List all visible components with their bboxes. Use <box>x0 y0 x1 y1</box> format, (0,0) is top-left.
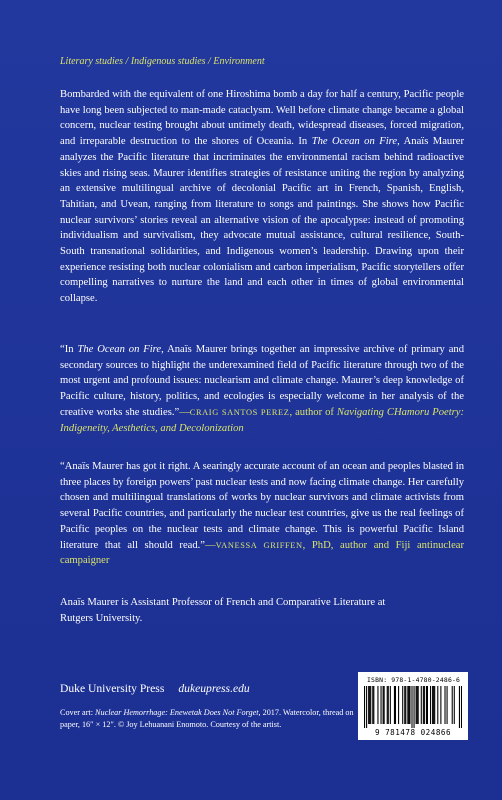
barcode-bar <box>387 686 388 724</box>
isbn-label: ISBN: 978-1-4780-2486-6 <box>367 676 461 684</box>
endorser-name: VANESSA GRIFFEN <box>215 540 303 550</box>
author-bio: Anaïs Maurer is Assistant Professor of French and Comparative Literature at Rutgers University. <box>60 597 386 624</box>
barcode-bar <box>394 686 395 724</box>
endorsement-dash: — <box>205 539 216 551</box>
endorsement-dash: — <box>179 406 190 418</box>
barcode-bar <box>424 686 425 724</box>
barcode-bar <box>430 686 431 724</box>
barcode-bar <box>411 686 412 728</box>
barcode-bar <box>369 686 370 724</box>
endorsement-griffen <box>60 459 464 569</box>
barcode-bar <box>368 686 369 724</box>
subject-categories: Literary studies / Indigenous studies / Environment <box>60 56 265 67</box>
barcode-bar <box>414 686 415 728</box>
cover-art-credit <box>60 707 356 732</box>
endorsement-text: , Anaïs Maurer brings together an impressive archive of primary and secondary sources to highlight the underexamined field of Pacific literature through two of the most urgent and profound issues: nuclearism and climate change. Maurer’s deep knowledge of Pacific culture, history, politics, and ecologies is especially welcome in her analysis of the creative works she studies.” <box>60 344 464 418</box>
barcode-bar <box>423 686 424 724</box>
barcode-bar <box>390 686 391 724</box>
isbn-barcode <box>358 672 468 740</box>
description-book-title: The Ocean on Fire <box>311 136 398 148</box>
barcode-bar <box>416 686 417 724</box>
barcode-bar <box>454 686 455 724</box>
barcode-bar <box>409 686 410 724</box>
endorser-work: Navigating CHamoru Poetry: Indigeneity, Aesthetics, and Decolonization <box>60 406 465 434</box>
publisher <box>60 681 340 697</box>
barcode-bar <box>434 686 435 724</box>
barcode-bar <box>440 686 441 724</box>
barcode-bar <box>383 686 384 724</box>
barcode-bar <box>432 686 433 724</box>
barcode-bar <box>404 686 405 724</box>
barcode-bar <box>388 686 389 724</box>
barcode-bar <box>377 686 378 724</box>
barcode-bar <box>395 686 396 724</box>
endorsement-open: “In <box>60 344 78 355</box>
barcode-bar <box>398 686 399 724</box>
barcode-bar <box>370 686 371 724</box>
publisher-website: dukeupress.edu <box>178 682 250 695</box>
publisher-name: Duke University Press <box>60 682 165 695</box>
endorsement-book-title: The Ocean on Fire <box>77 344 162 355</box>
barcode-bar <box>366 686 367 728</box>
barcode-bar <box>461 686 462 728</box>
cover-art-label: Cover art: <box>60 708 96 717</box>
description-text-2: , Anaïs Maurer analyzes the Pacific literature that incriminates the environmental racism behind radioactive skies and rising seas. Maurer identifies strategies of resistance uniting the region by analyzing an extensive multilingual archive of decolonial Pacific art in French, Spanish, English, Tahitian, and Uvean, ranging from literature to songs and paintings. She shows how Pacific nuclear survivors’ stories reveal an alternative vision of the apocalypse: instead of promoting individualism and survivalism, they advocate mutual assistance, cultural resilience, South-South transnational solidarities, and Indigenous women’s leadership. Drawing upon their experience resisting both nuclear colonialism and carbon imperialism, Pacific storytellers offer compelling narratives to nurture the land and each other in times of global environmental collapse. <box>60 136 464 305</box>
barcode-bar <box>459 686 460 728</box>
endorsement-perez <box>60 342 464 436</box>
barcode-bars <box>364 686 462 728</box>
barcode-bar <box>433 686 434 724</box>
barcode-bar <box>444 686 445 724</box>
barcode-bar <box>426 686 427 724</box>
barcode-bar <box>407 686 408 724</box>
barcode-bar <box>381 686 382 724</box>
endorser-role: , author of <box>289 406 337 418</box>
endorser-name: CRAIG SANTOS PEREZ <box>189 407 290 417</box>
barcode-bar <box>421 686 422 724</box>
barcode-bar <box>402 686 403 724</box>
description-text-1: Bombarded with the equivalent of one Hiroshima bomb a day for half a century, Pacific people have long been subjected to man-made cataclysm. Well before climate change became a global concern, nuclear testing brought about untimely death, widespread diseases, forced migration, and irreparable destruction to the shores of Oceania. In <box>60 89 464 148</box>
endorser-role: , PhD, author and Fiji antinuclear campaigner <box>60 539 465 567</box>
barcode-bar <box>408 686 409 724</box>
barcode-bar <box>384 686 385 724</box>
barcode-bar <box>447 686 448 724</box>
barcode-bar <box>452 686 453 724</box>
cover-art-title: Nuclear Hemorrhage: Enewetak Does Not Forget <box>95 708 259 717</box>
barcode-bar <box>405 686 406 724</box>
barcode-bar <box>437 686 438 724</box>
barcode-digits: 9 781478 024866 <box>374 728 452 737</box>
barcode-bar <box>427 686 428 724</box>
barcode-bar <box>418 686 419 724</box>
cover-art-details: , 2017. Watercolor, thread on paper, 16″ × 12″. © Joy Lehuanani Enomoto. Courtesy of the artist. <box>60 708 354 730</box>
barcode-bar <box>364 686 365 728</box>
barcode-bar <box>373 686 374 724</box>
endorsement-text: “Anaïs Maurer has got it right. A searingly accurate account of an ocean and peoples blasted in three places by foreign powers’ past nuclear tests and now facing climate change. Her carefully chosen and multilingual translations of works by nuclear survivors and climate activists from several Pacific countries, and particularly the nuclear test countries, give us the real feelings of Pacific peoples on the nuclear tests and climate change. This is powerful Pacific Island literature that all should read.” <box>60 461 464 551</box>
book-description <box>60 87 464 307</box>
barcode-bar <box>417 686 418 724</box>
barcode-bar <box>372 686 373 724</box>
